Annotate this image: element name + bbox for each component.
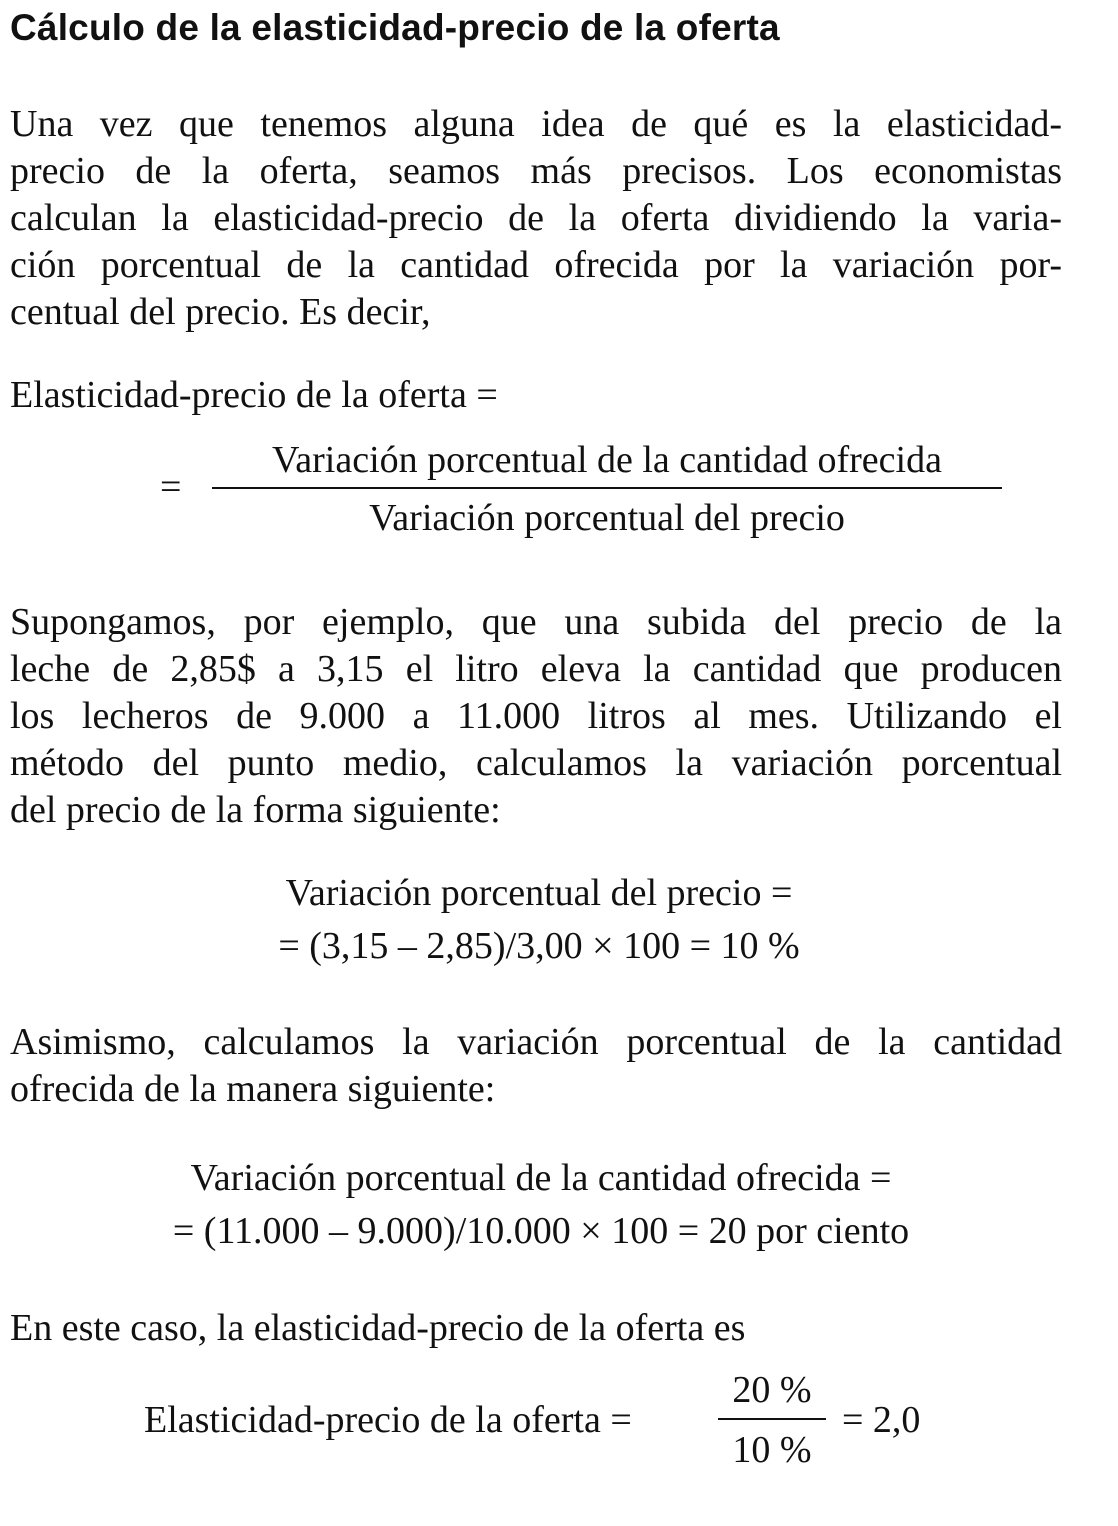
equals-sign: = (160, 466, 182, 508)
paragraph-line: Una vez que tenemos alguna idea de qué es la elasticidad- (10, 103, 1062, 145)
paragraph-line: ofrecida de la manera siguiente: (10, 1068, 496, 1110)
section-heading: Cálculo de la elasticidad-precio de la oferta (10, 7, 780, 48)
calc-line: Variación porcentual del precio = (285, 872, 793, 914)
paragraph-line: leche de 2,85$ a 3,15 el litro eleva la cantidad que producen (10, 648, 1062, 690)
definition-label: Elasticidad-precio de la oferta = (10, 374, 498, 416)
fraction-denominator: 10 % (732, 1429, 812, 1471)
paragraph-line: del precio de la forma siguiente: (10, 789, 501, 831)
final-label: Elasticidad-precio de la oferta = (144, 1399, 632, 1441)
paragraph-line: Asimismo, calculamos la variación porcentual de la cantidad (10, 1021, 1062, 1063)
final-result: = 2,0 (842, 1399, 921, 1441)
conclusion-text: En este caso, la elasticidad-precio de la oferta es (10, 1307, 746, 1349)
calc-line: = (3,15 – 2,85)/3,00 × 100 = 10 % (278, 925, 800, 967)
paragraph-line: centual del precio. Es decir, (10, 291, 431, 333)
paragraph-line: precio de la oferta, seamos más precisos. Los economistas (10, 150, 1062, 192)
quantity-calculation (0, 1152, 1100, 1258)
fraction-bar (718, 1418, 826, 1420)
paragraph-line: calculan la elasticidad-precio de la oferta dividiendo la varia- (10, 197, 1062, 239)
paragraph-line: los lecheros de 9.000 a 11.000 litros al mes. Utilizando el (10, 695, 1062, 737)
calc-line: Variación porcentual de la cantidad ofrecida = (190, 1157, 892, 1199)
paragraph-line: Supongamos, por ejemplo, que una subida del precio de la (10, 601, 1062, 643)
paragraph-line: ción porcentual de la cantidad ofrecida por la variación por- (10, 244, 1062, 286)
fraction-bar (212, 487, 1002, 489)
fraction-numerator: 20 % (732, 1369, 812, 1411)
calc-line: = (11.000 – 9.000)/10.000 × 100 = 20 por ciento (172, 1210, 910, 1252)
fraction-denominator: Variación porcentual del precio (369, 497, 845, 539)
paragraph-line: método del punto medio, calculamos la variación porcentual (10, 742, 1062, 784)
price-calculation (0, 867, 1098, 973)
fraction-numerator: Variación porcentual de la cantidad ofrecida (272, 439, 942, 481)
